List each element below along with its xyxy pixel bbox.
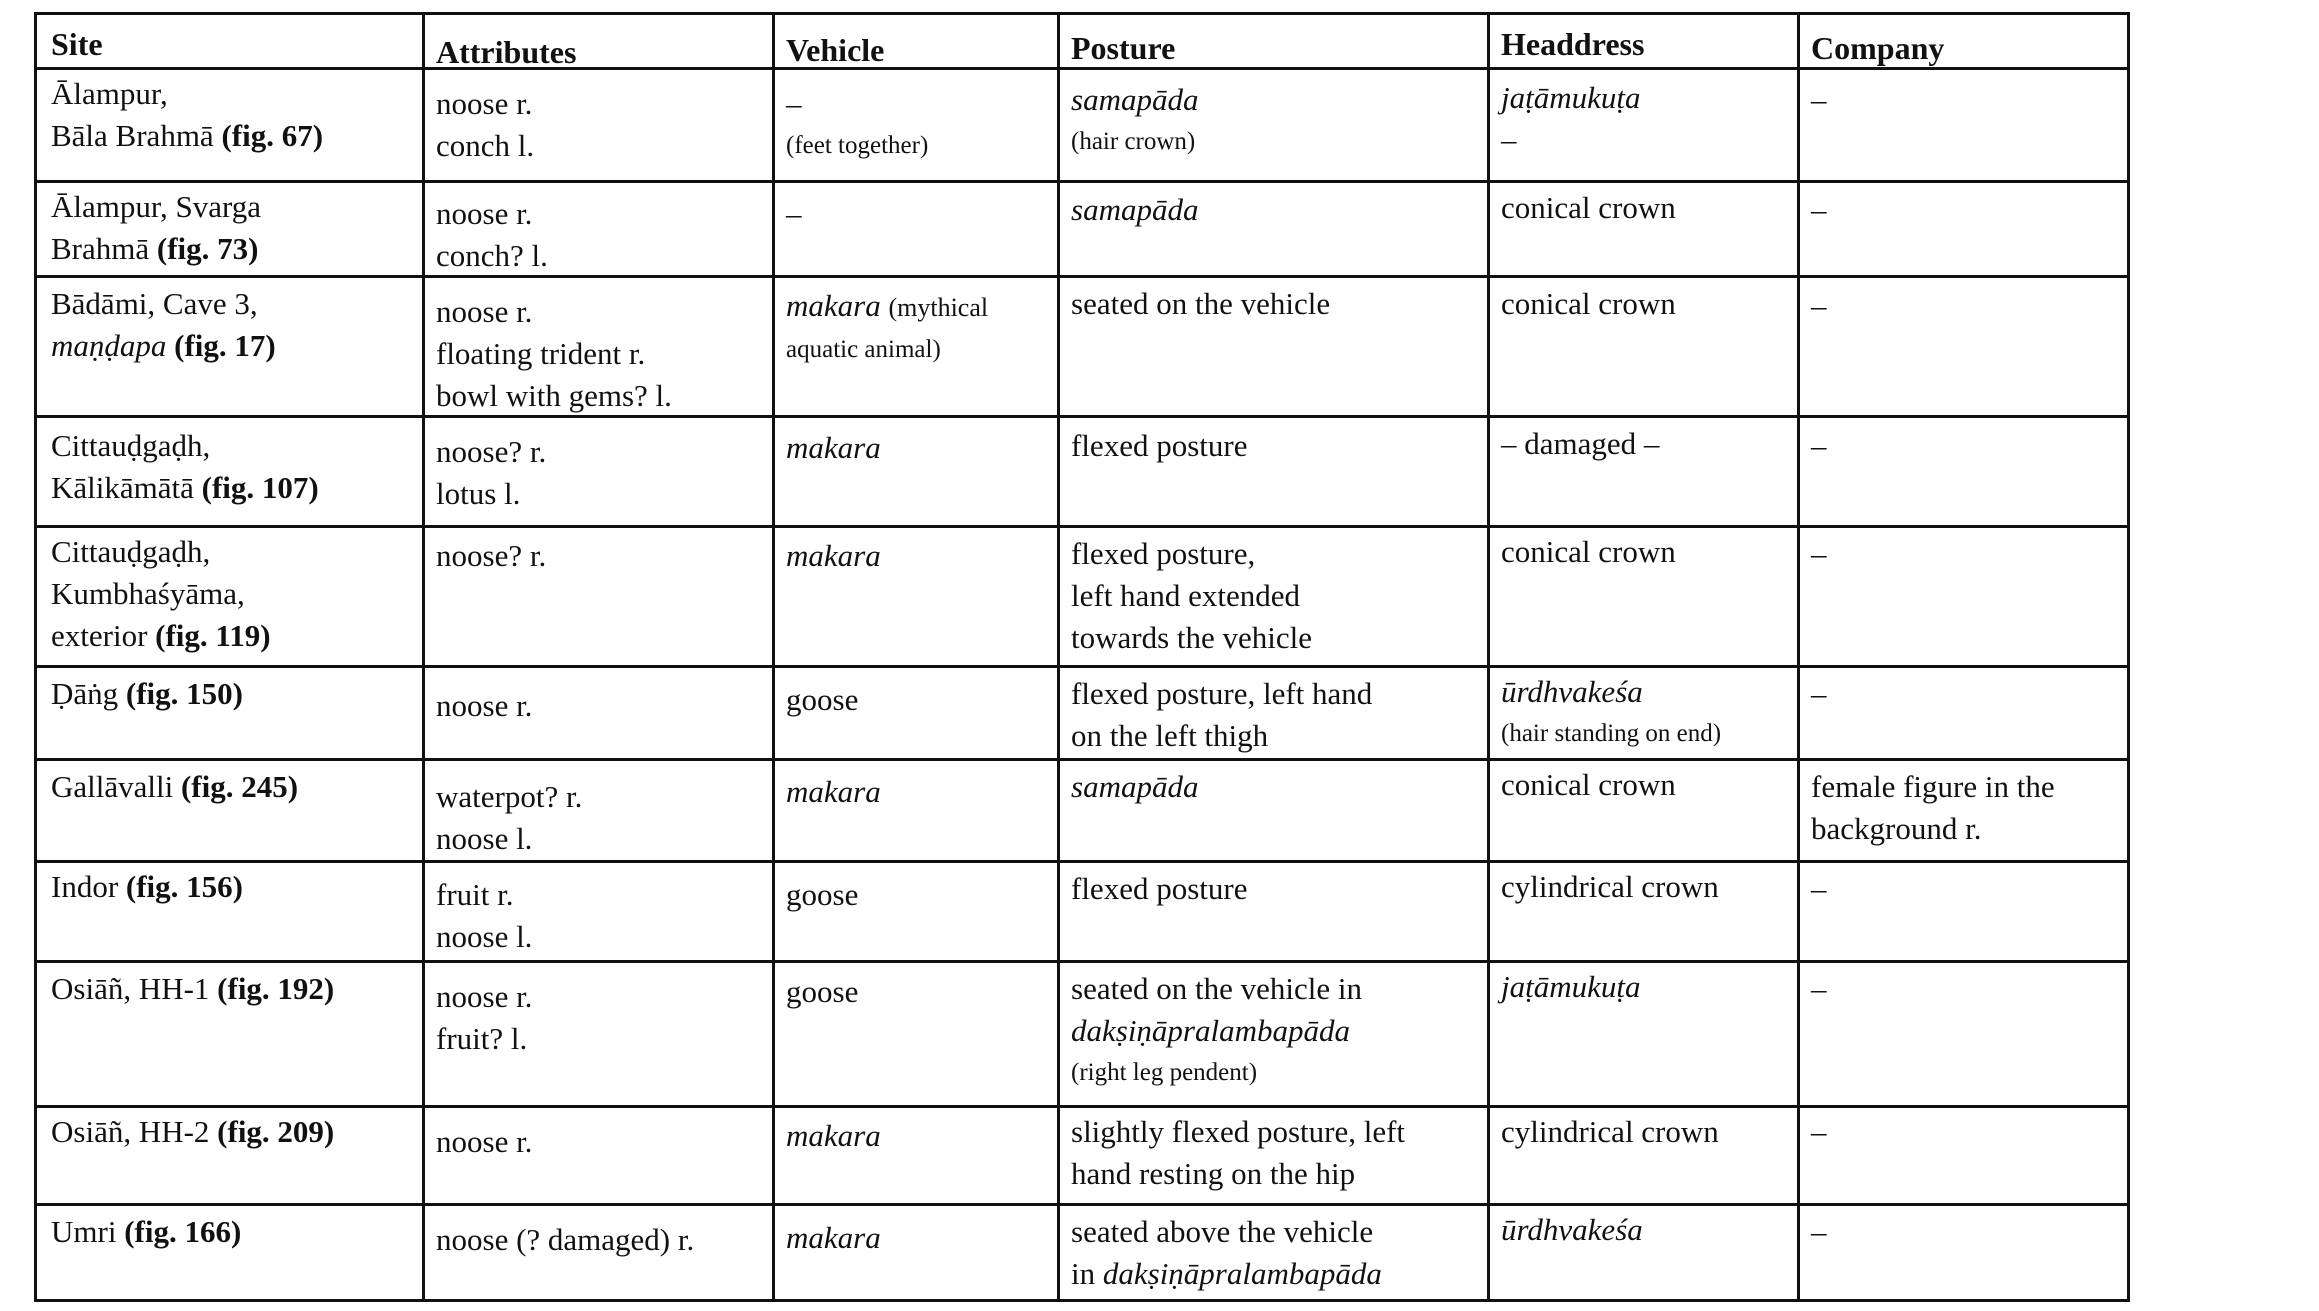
vehicle-cell: makara: [786, 1118, 881, 1153]
posture: hand resting on the hip: [1071, 1156, 1356, 1191]
site-name: exterior: [51, 618, 148, 653]
figure-reference: (fig. 17): [174, 328, 276, 363]
headdress: ūrdhvakeśa: [1501, 674, 1643, 709]
posture: dakṣiṇāpralambapāda: [1071, 1013, 1350, 1048]
attributes-cell: [422, 770, 772, 860]
attributes-cell: noose? r.: [436, 538, 547, 573]
posture-cell: [1057, 73, 1487, 163]
figure-reference: (fig. 209): [217, 1114, 335, 1149]
site-name: Ḍāṅg: [51, 676, 119, 711]
attributes-cell: [422, 285, 772, 417]
posture: seated above the vehicle: [1071, 1214, 1374, 1249]
vehicle-cell: [772, 77, 1057, 167]
attributes-cell: noose r.: [436, 1124, 533, 1159]
iconography-table: [34, 12, 2130, 1302]
attribute: bowl with gems? l.: [436, 378, 672, 413]
headdress-cell: conical crown: [1501, 286, 1676, 321]
vehicle-note: (feet together): [786, 132, 929, 159]
vehicle-note: aquatic animal): [786, 336, 941, 363]
attributes-cell: [422, 425, 772, 515]
headdress-cell: [1487, 71, 1797, 161]
company-cell: –: [1811, 288, 1827, 323]
figure-reference: (fig. 192): [217, 971, 335, 1006]
site-cell: [37, 860, 422, 908]
site-name: Gallāvalli: [51, 769, 174, 804]
headdress-cell: conical crown: [1501, 190, 1676, 225]
site-cell: [37, 667, 422, 715]
company-cell: –: [1811, 192, 1827, 227]
site-name: Kumbhaśyāma,: [51, 576, 245, 611]
vehicle-cell: goose: [786, 974, 859, 1009]
attribute: floating trident r.: [436, 336, 646, 371]
site-name: Cittauḍgaḍh,: [51, 534, 211, 569]
site-cell: [37, 962, 422, 1010]
posture-cell: [1057, 962, 1487, 1094]
posture: on the left thigh: [1071, 718, 1269, 753]
company-cell: –: [1811, 676, 1827, 711]
site-cell: [37, 525, 422, 657]
attributes-cell: [422, 187, 772, 277]
posture-cell: [1057, 667, 1487, 757]
headdress-cell: jaṭāmukuṭa: [1501, 969, 1641, 1004]
site-cell: [37, 419, 422, 509]
headdress-cell: – damaged –: [1501, 426, 1660, 461]
figure-reference: (fig. 67): [221, 118, 324, 153]
column-header-headdress: Headdress: [1501, 26, 1645, 62]
posture: slightly flexed posture, left: [1071, 1114, 1406, 1149]
posture-cell: samapāda: [1071, 192, 1199, 227]
posture-cell: seated on the vehicle: [1071, 286, 1331, 321]
figure-reference: (fig. 156): [125, 869, 243, 904]
attribute: noose r.: [436, 86, 533, 121]
figure-reference: (fig. 73): [156, 231, 259, 266]
posture-cell: [1057, 1205, 1487, 1295]
figure-reference: (fig. 150): [125, 676, 243, 711]
attribute: noose? r.: [436, 434, 547, 469]
site-name: maṇḍapa: [51, 328, 167, 363]
figure-reference: (fig. 245): [180, 769, 299, 804]
attribute: waterpot? r.: [436, 779, 583, 814]
posture-note: (hair crown): [1071, 128, 1196, 155]
headdress-cell: cylindrical crown: [1501, 869, 1719, 904]
site-name: Bāla Brahmā: [51, 118, 214, 153]
figure-reference: (fig. 166): [124, 1214, 242, 1249]
posture: flexed posture, left hand: [1071, 676, 1373, 711]
attribute: noose r.: [436, 979, 533, 1014]
company-cell: –: [1811, 871, 1827, 906]
posture: seated on the vehicle in: [1071, 971, 1362, 1006]
column-header-posture: Posture: [1071, 30, 1176, 66]
posture-cell: flexed posture: [1071, 428, 1248, 463]
headdress-cell: ūrdhvakeśa: [1501, 1212, 1643, 1247]
row-divider: [37, 415, 2127, 418]
attribute: lotus l.: [436, 476, 521, 511]
site-name: Osiāñ, HH-2: [51, 1114, 210, 1149]
attributes-cell: noose (? damaged) r.: [436, 1222, 695, 1257]
company-cell: –: [1811, 536, 1827, 571]
headdress-cell: conical crown: [1501, 534, 1676, 569]
site-name: Ālampur, Svarga: [51, 189, 261, 224]
headdress: –: [1501, 122, 1517, 157]
posture: dakṣiṇāpralambapāda: [1102, 1256, 1382, 1291]
site-name: Ālampur,: [51, 76, 168, 111]
company-cell: –: [1811, 971, 1827, 1006]
site-name: Brahmā: [51, 231, 150, 266]
site-name: Osiāñ, HH-1: [51, 971, 210, 1006]
attributes-cell: [422, 77, 772, 167]
site-cell: [37, 1205, 422, 1253]
vehicle-cell: [772, 279, 1057, 371]
attribute: fruit? l.: [436, 1021, 528, 1056]
site-name: Umri: [51, 1214, 117, 1249]
attribute: noose r.: [436, 294, 533, 329]
vehicle-cell: –: [786, 196, 802, 231]
company-cell: –: [1811, 428, 1827, 463]
attribute: noose l.: [436, 919, 533, 954]
headdress-cell: [1487, 665, 1797, 755]
vehicle-cell: goose: [786, 877, 859, 912]
figure-reference: (fig. 119): [155, 618, 271, 653]
site-name: Kālikāmātā: [51, 470, 194, 505]
attributes-cell: [422, 970, 772, 1060]
posture: flexed posture,: [1071, 536, 1256, 571]
vehicle-cell: makara: [786, 538, 881, 573]
posture-cell: samapāda: [1071, 769, 1199, 804]
posture-note: (right leg pendent): [1071, 1059, 1258, 1086]
headdress-note: (hair standing on end): [1501, 720, 1722, 747]
headdress-cell: cylindrical crown: [1501, 1114, 1719, 1149]
column-header-attributes: Attributes: [436, 34, 577, 70]
posture: left hand extended: [1071, 578, 1300, 613]
company: female figure in the: [1811, 769, 2055, 804]
posture-cell: flexed posture: [1071, 871, 1248, 906]
attribute: fruit r.: [436, 877, 514, 912]
attribute: conch l.: [436, 128, 535, 163]
site-cell: [37, 760, 422, 808]
company-cell: –: [1811, 1114, 1827, 1149]
figure-reference: (fig. 107): [201, 470, 319, 505]
vehicle-cell: makara: [786, 430, 881, 465]
attributes-cell: [422, 868, 772, 958]
site-cell: [37, 1105, 422, 1153]
posture: samapāda: [1071, 82, 1199, 117]
vehicle-note: (mythical: [888, 293, 989, 322]
company-cell: –: [1811, 82, 1827, 117]
attribute: noose l.: [436, 821, 533, 856]
attributes-cell: noose r.: [436, 688, 533, 723]
posture: towards the vehicle: [1071, 620, 1313, 655]
column-header-vehicle: Vehicle: [786, 32, 885, 68]
site-name: Cittauḍgaḍh,: [51, 428, 211, 463]
company-cell: –: [1811, 1214, 1827, 1249]
attribute: noose r.: [436, 196, 533, 231]
headdress: jaṭāmukuṭa: [1501, 80, 1641, 115]
vehicle: –: [786, 86, 802, 121]
site-cell: [37, 277, 422, 367]
vehicle-cell: makara: [786, 1220, 881, 1255]
vehicle-cell: makara: [786, 774, 881, 809]
site-cell: [37, 67, 422, 157]
column-header-site: Site: [51, 26, 103, 62]
headdress-cell: conical crown: [1501, 767, 1676, 802]
attribute: conch? l.: [436, 238, 548, 273]
site-cell: [37, 180, 422, 270]
site-name: Indor: [51, 869, 119, 904]
posture: in: [1071, 1256, 1096, 1291]
vehicle-cell: goose: [786, 682, 859, 717]
company: background r.: [1811, 811, 1982, 846]
company-cell: [1797, 760, 2133, 850]
site-name: Bādāmi, Cave 3,: [51, 286, 258, 321]
posture-cell: [1057, 527, 1487, 659]
posture-cell: [1057, 1105, 1487, 1195]
vehicle: makara: [786, 288, 881, 323]
column-header-company: Company: [1811, 30, 1945, 66]
